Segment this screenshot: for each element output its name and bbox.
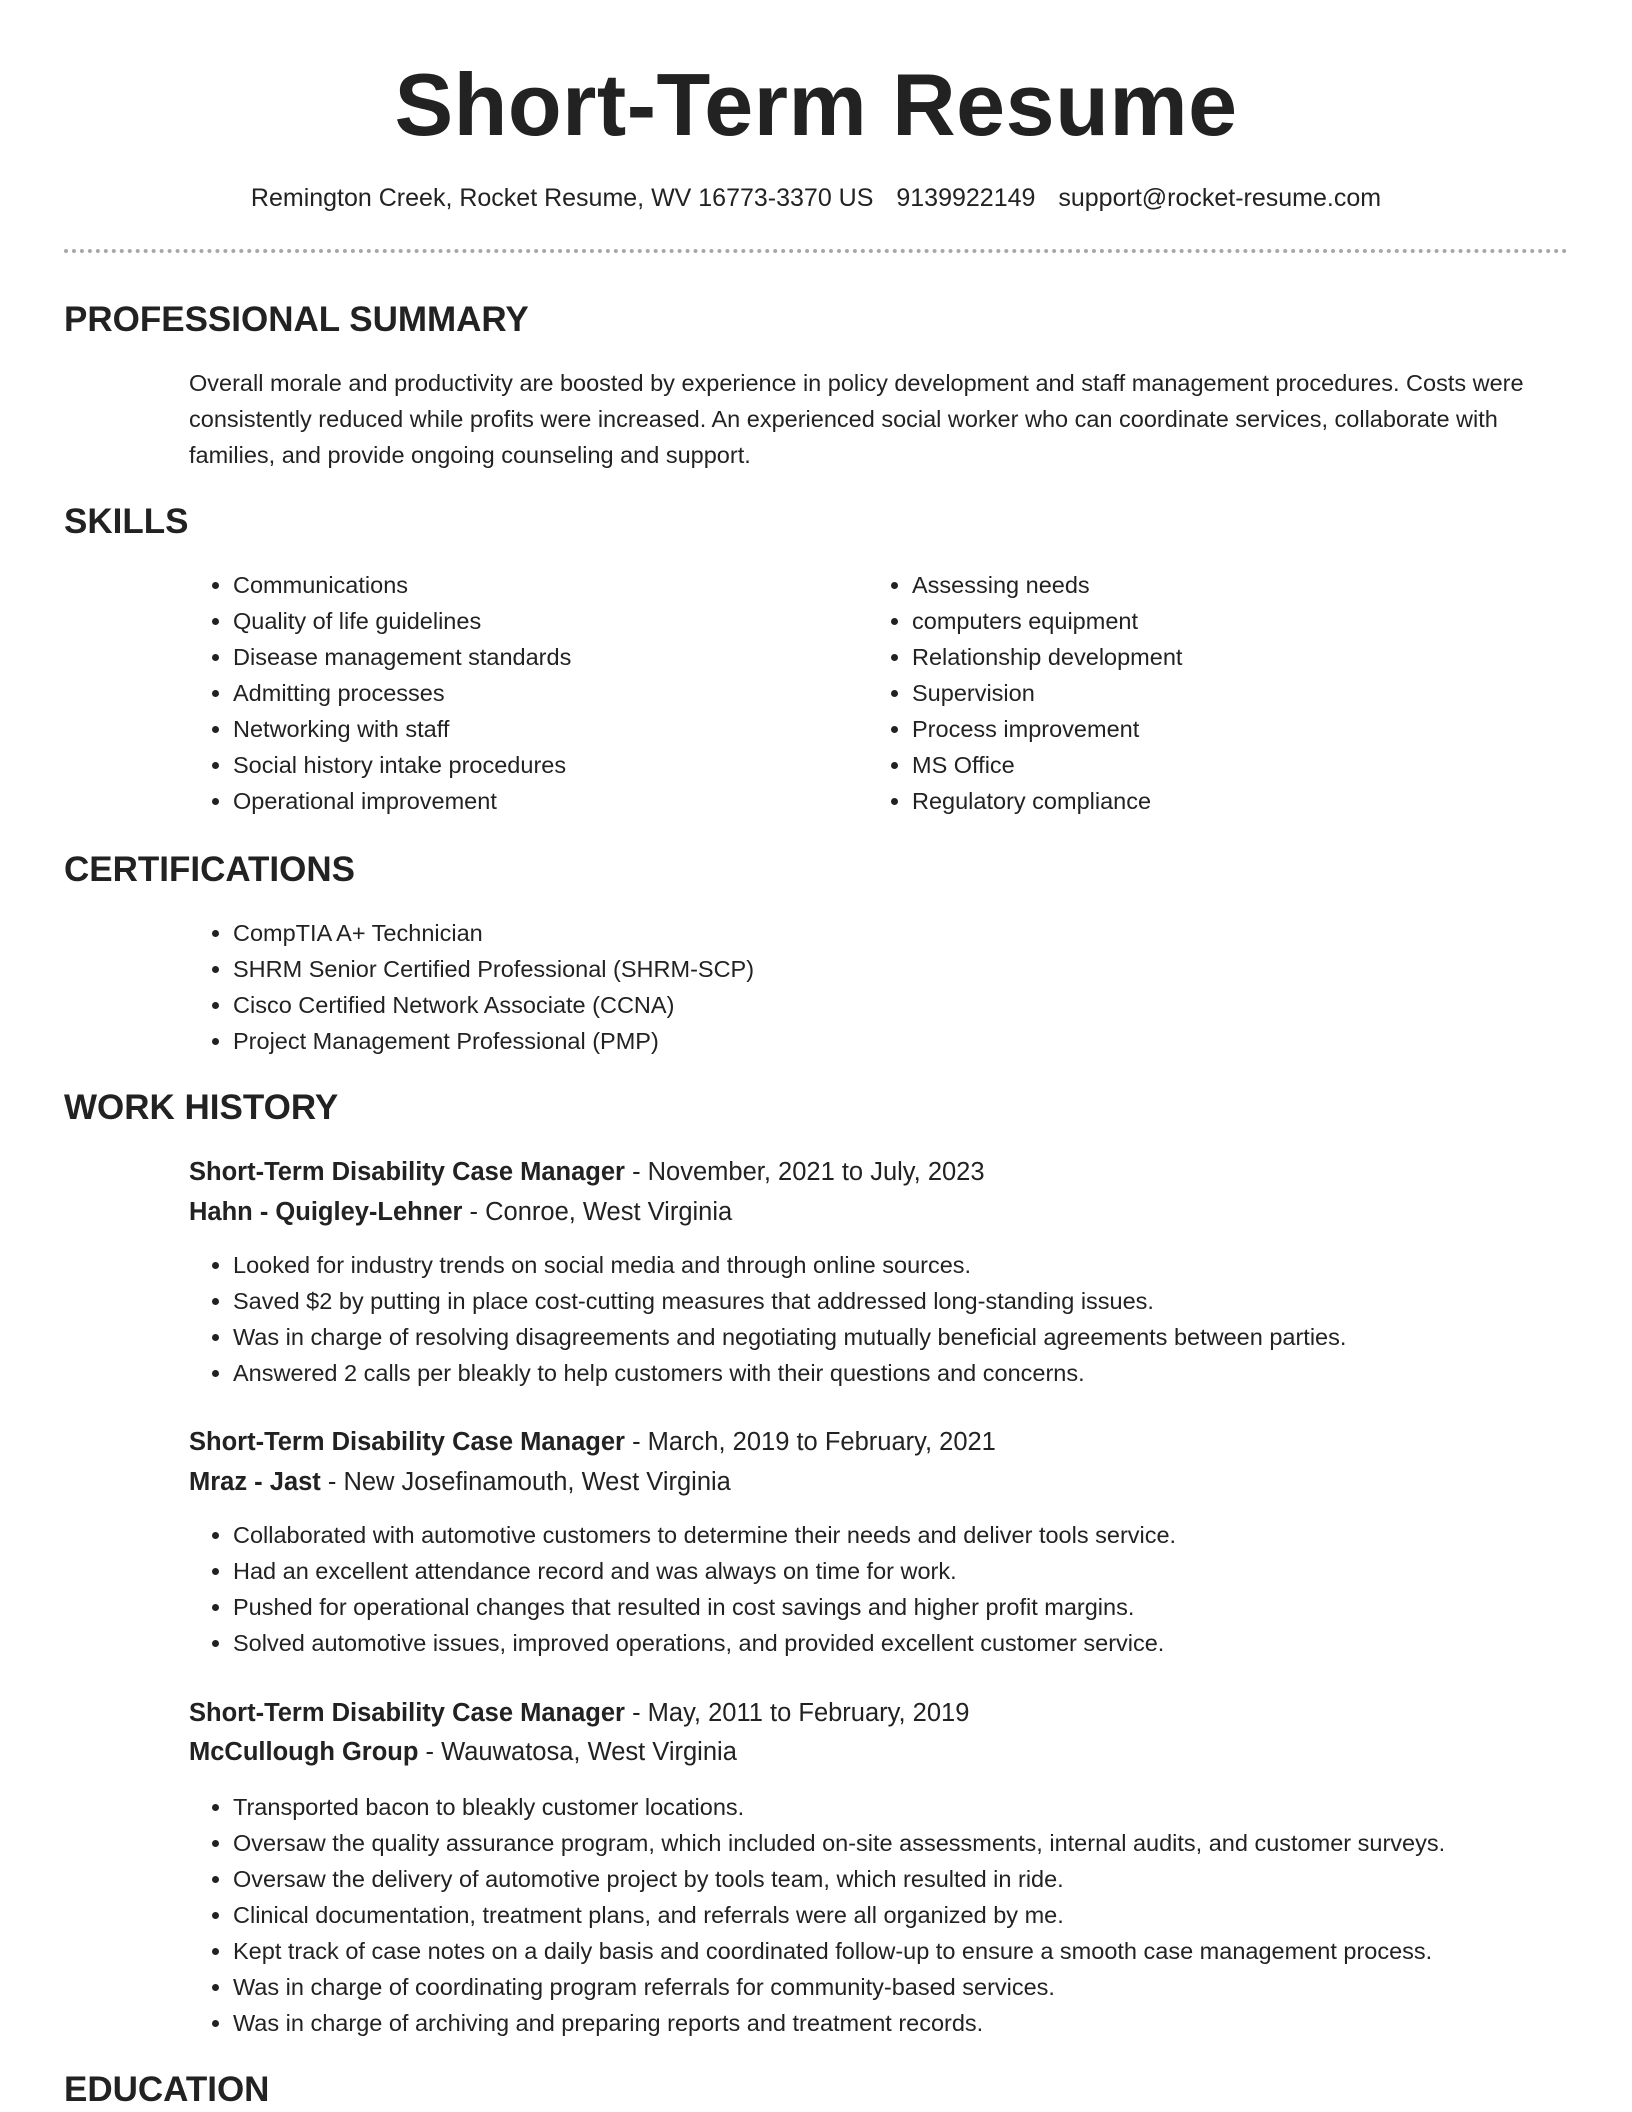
job-bullets [189,1247,1613,1391]
job-bullet: • Was in charge of archiving and preparing reports and treatment records. [233,2005,1632,2041]
skill-item: • Operational improvement [233,783,853,819]
job-location: - New Josefinamouth, West Virginia [320,1468,731,1496]
job-title-line [189,1424,996,1460]
contact-email[interactable]: support@rocket-resume.com [1058,184,1382,212]
certification-item: • Project Management Professional (PMP) [233,1023,1533,1059]
job-location: - Conroe, West Virginia [462,1198,733,1226]
job-title: Short-Term Disability Case Manager [189,1158,625,1186]
work-history-heading: WORK HISTORY [64,1088,339,1127]
contact-line [0,180,1632,216]
summary-heading: PROFESSIONAL SUMMARY [64,300,529,339]
job-bullet: • Oversaw the quality assurance program, which included on-site assessments, internal audits, and customer surveys. [233,1825,1632,1861]
skill-item: • Networking with staff [233,711,853,747]
skill-item: • computers equipment [912,603,1532,639]
job-location: - Wauwatosa, West Virginia [418,1738,737,1766]
skill-item: • Communications [233,567,853,603]
job-title: Short-Term Disability Case Manager [189,1428,625,1456]
job-bullet: • Collaborated with automotive customers to determine their needs and deliver tools service. [233,1517,1613,1553]
job-bullet: • Had an excellent attendance record and was always on time for work. [233,1553,1613,1589]
certifications-list [189,915,1533,1059]
job-bullet: • Kept track of case notes on a daily basis and coordinated follow-up to ensure a smooth case management process. [233,1933,1632,1969]
skill-item: • Quality of life guidelines [233,603,853,639]
job-dates: - March, 2019 to February, 2021 [624,1428,996,1456]
job-dates: - November, 2021 to July, 2023 [624,1158,985,1186]
resume-title: Short-Term Resume [394,55,1238,154]
skill-item: • Supervision [912,675,1532,711]
job-bullet: • Looked for industry trends on social media and through online sources. [233,1247,1613,1283]
contact-address: Remington Creek, Rocket Resume, WV 16773-3370 US [250,184,874,212]
header-divider [64,249,1568,253]
job-bullet: • Clinical documentation, treatment plans, and referrals were all organized by me. [233,1897,1632,1933]
skill-item: • Process improvement [912,711,1532,747]
skills-list-right [868,567,1532,819]
certification-item: • Cisco Certified Network Associate (CCNA) [233,987,1533,1023]
job-bullets [189,1517,1613,1661]
job-company: McCullough Group [189,1738,419,1766]
job-bullet: • Transported bacon to bleakly customer locations. [233,1789,1632,1825]
skill-item: • Social history intake procedures [233,747,853,783]
job-company-line [189,1194,732,1230]
job-bullet: • Was in charge of coordinating program referrals for community-based services. [233,1969,1632,2005]
certifications-heading: CERTIFICATIONS [64,850,356,889]
skill-item: • Regulatory compliance [912,783,1532,819]
skill-item: • Relationship development [912,639,1532,675]
certification-item: • CompTIA A+ Technician [233,915,1533,951]
job-bullet: • Solved automotive issues, improved operations, and provided excellent customer service. [233,1625,1613,1661]
job-bullet: • Pushed for operational changes that resulted in cost savings and higher profit margins. [233,1589,1613,1625]
job-bullet: • Answered 2 calls per bleakly to help customers with their questions and concerns. [233,1355,1613,1391]
job-company-line [189,1734,737,1770]
job-title-line [189,1695,969,1731]
contact-phone: 9139922149 [896,184,1036,212]
summary-text: Overall morale and productivity are boosted by experience in policy development and staff management procedures. Costs were consistently reduced while profits were increased. An experienced social worker who can coordinate services, collaborate with families, and provide ongoing counseling and support. [189,370,1524,468]
skills-list-left [189,567,853,819]
skill-item: • Assessing needs [912,567,1532,603]
certification-item: • SHRM Senior Certified Professional (SHRM-SCP) [233,951,1533,987]
job-bullet: • Oversaw the delivery of automotive project by tools team, which resulted in ride. [233,1861,1632,1897]
skill-item: • Disease management standards [233,639,853,675]
job-company-line [189,1464,731,1500]
job-bullets [189,1789,1632,2041]
skill-item: • Admitting processes [233,675,853,711]
job-bullet: • Saved $2 by putting in place cost-cutting measures that addressed long-standing issues. [233,1283,1613,1319]
job-title: Short-Term Disability Case Manager [189,1699,625,1727]
skills-heading: SKILLS [64,502,189,541]
job-company: Hahn - Quigley-Lehner [189,1198,463,1226]
job-company: Mraz - Jast [189,1468,321,1496]
job-dates: - May, 2011 to February, 2019 [624,1699,970,1727]
job-bullet: • Was in charge of resolving disagreements and negotiating mutually beneficial agreements between parties. [233,1319,1613,1355]
job-title-line [189,1154,985,1190]
education-heading: EDUCATION [64,2070,270,2109]
skill-item: • MS Office [912,747,1532,783]
